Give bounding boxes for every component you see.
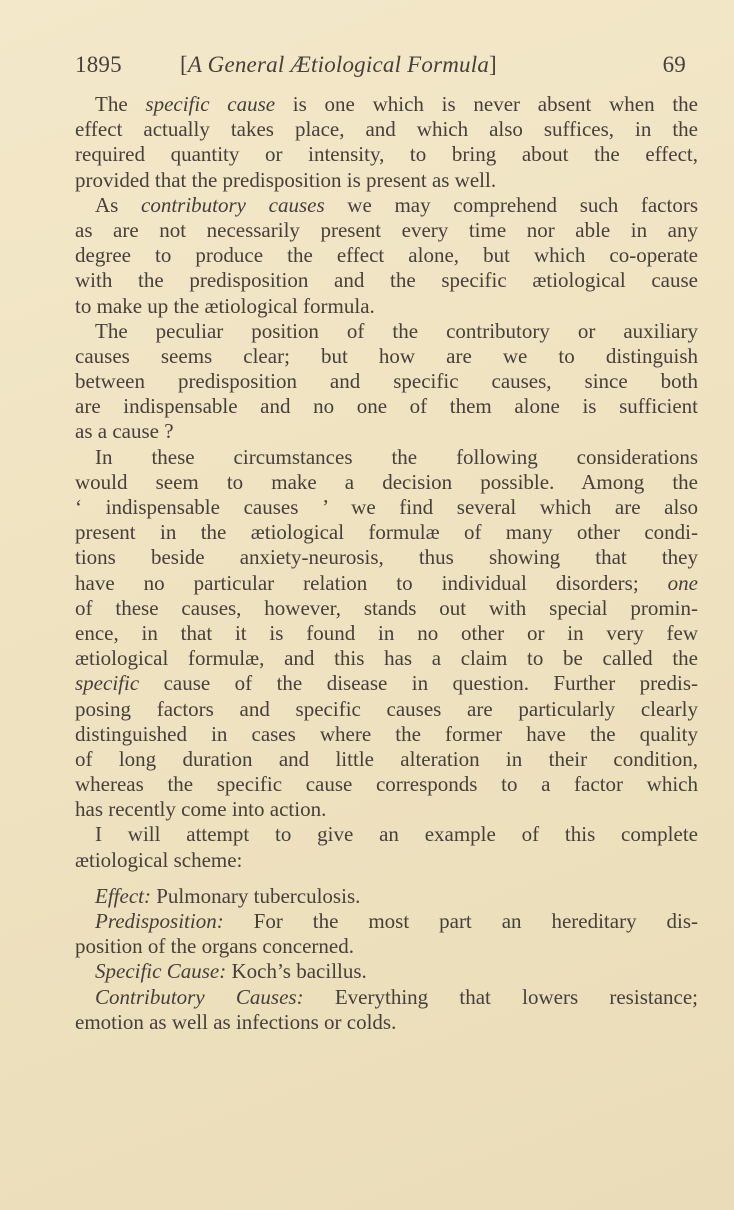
text-line: with the predisposition and the specific ætiological cause — [75, 268, 698, 293]
text-line: causes seems clear; but how are we to distinguish — [75, 343, 698, 368]
text-line: provided that the predisposition is present as well. — [75, 167, 497, 192]
text-line: as a cause ? — [75, 419, 174, 444]
text-line: As contributory causes we may comprehend such factors — [95, 192, 698, 217]
text-line: specific cause of the disease in question. Further predis- — [75, 671, 698, 696]
text-line: have no particular relation to individual disorders; one — [75, 570, 698, 595]
paragraph — [75, 193, 698, 319]
text-line: The specific cause is one which is never absent when the — [95, 92, 698, 116]
text-line: are indispensable and no one of them alone is sufficient — [75, 394, 698, 419]
text-line: ‘ indispensable causes ’ we find several which are also — [75, 495, 698, 519]
italic-term: specific cause — [145, 92, 276, 116]
text-line: emotion as well as infections or colds. — [75, 1009, 397, 1034]
scheme-entry — [75, 884, 698, 909]
text-line: In these circumstances the following considerations — [95, 444, 698, 469]
text-line: of these causes, however, stands out with special promin- — [75, 595, 698, 620]
text-line: has recently come into action. — [75, 797, 327, 822]
scheme-label: Effect: — [95, 883, 151, 908]
running-head-title — [180, 52, 626, 78]
text-line: required quantity or intensity, to bring about the effect, — [75, 142, 698, 167]
paragraph — [75, 92, 698, 193]
paragraph — [75, 445, 698, 823]
italic-term: contributory causes — [141, 192, 325, 217]
text-line: I will attempt to give an example of this complete — [95, 822, 698, 847]
bracket-open: [ — [180, 52, 188, 77]
running-head-year: 1895 — [75, 52, 122, 77]
text-line: degree to produce the effect alone, but which co-operate — [75, 243, 698, 268]
page-number: 69 — [662, 52, 686, 77]
text-line: tions beside anxiety-neurosis, thus showing that they — [75, 545, 698, 570]
text-line: Contributory Causes: Everything that lowers resistance; — [95, 984, 698, 1009]
paragraph — [75, 319, 698, 445]
text-line: Effect: Pulmonary tuberculosis. — [95, 883, 361, 908]
text-line: position of the organs concerned. — [75, 934, 354, 959]
text-line: posing factors and specific causes are particularly clearly — [75, 696, 698, 721]
running-head — [75, 52, 698, 92]
book-page — [75, 52, 698, 1035]
italic-term: one — [667, 570, 698, 595]
italic-term: specific — [75, 671, 140, 696]
paragraph — [75, 822, 698, 872]
body-text — [75, 92, 698, 1035]
text-line: between predisposition and specific causes, since both — [75, 369, 698, 394]
text-line: as are not necessarily present every time nor able in any — [75, 217, 698, 242]
text-line: present in the ætiological formulæ of many other condi- — [75, 520, 698, 545]
text-line: Predisposition: For the most part an hereditary dis- — [95, 909, 698, 933]
scheme-entry — [75, 985, 698, 1035]
text-line: ence, in that it is found in no other or in very few — [75, 620, 698, 645]
text-line: of long duration and little alteration in their condition, — [75, 746, 698, 771]
spacer — [75, 873, 698, 884]
text-line: ætiological formulæ, and this has a claim to be called the — [75, 646, 698, 671]
text-line: distinguished in cases where the former have the quality — [75, 721, 698, 746]
text-line: Specific Cause: Koch’s bacillus. — [95, 959, 367, 984]
text-line: whereas the specific cause corresponds to a factor which — [75, 772, 698, 797]
bracket-close: ] — [489, 52, 497, 77]
scheme-entry — [75, 909, 698, 959]
scheme-entry — [75, 959, 698, 984]
scheme-label: Contributory Causes: — [95, 984, 304, 1009]
text-line: effect actually takes place, and which also suffices, in the — [75, 117, 698, 142]
text-line: The peculiar position of the contributory or auxiliary — [95, 318, 698, 343]
chapter-title: A General Ætiological Formula — [187, 52, 490, 77]
scheme-label: Predisposition: — [95, 909, 224, 933]
text-line: ætiological scheme: — [75, 847, 243, 872]
scheme-label: Specific Cause: — [95, 959, 227, 984]
text-line: would seem to make a decision possible. Among the — [75, 469, 698, 494]
text-line: to make up the ætiological formula. — [75, 293, 375, 318]
